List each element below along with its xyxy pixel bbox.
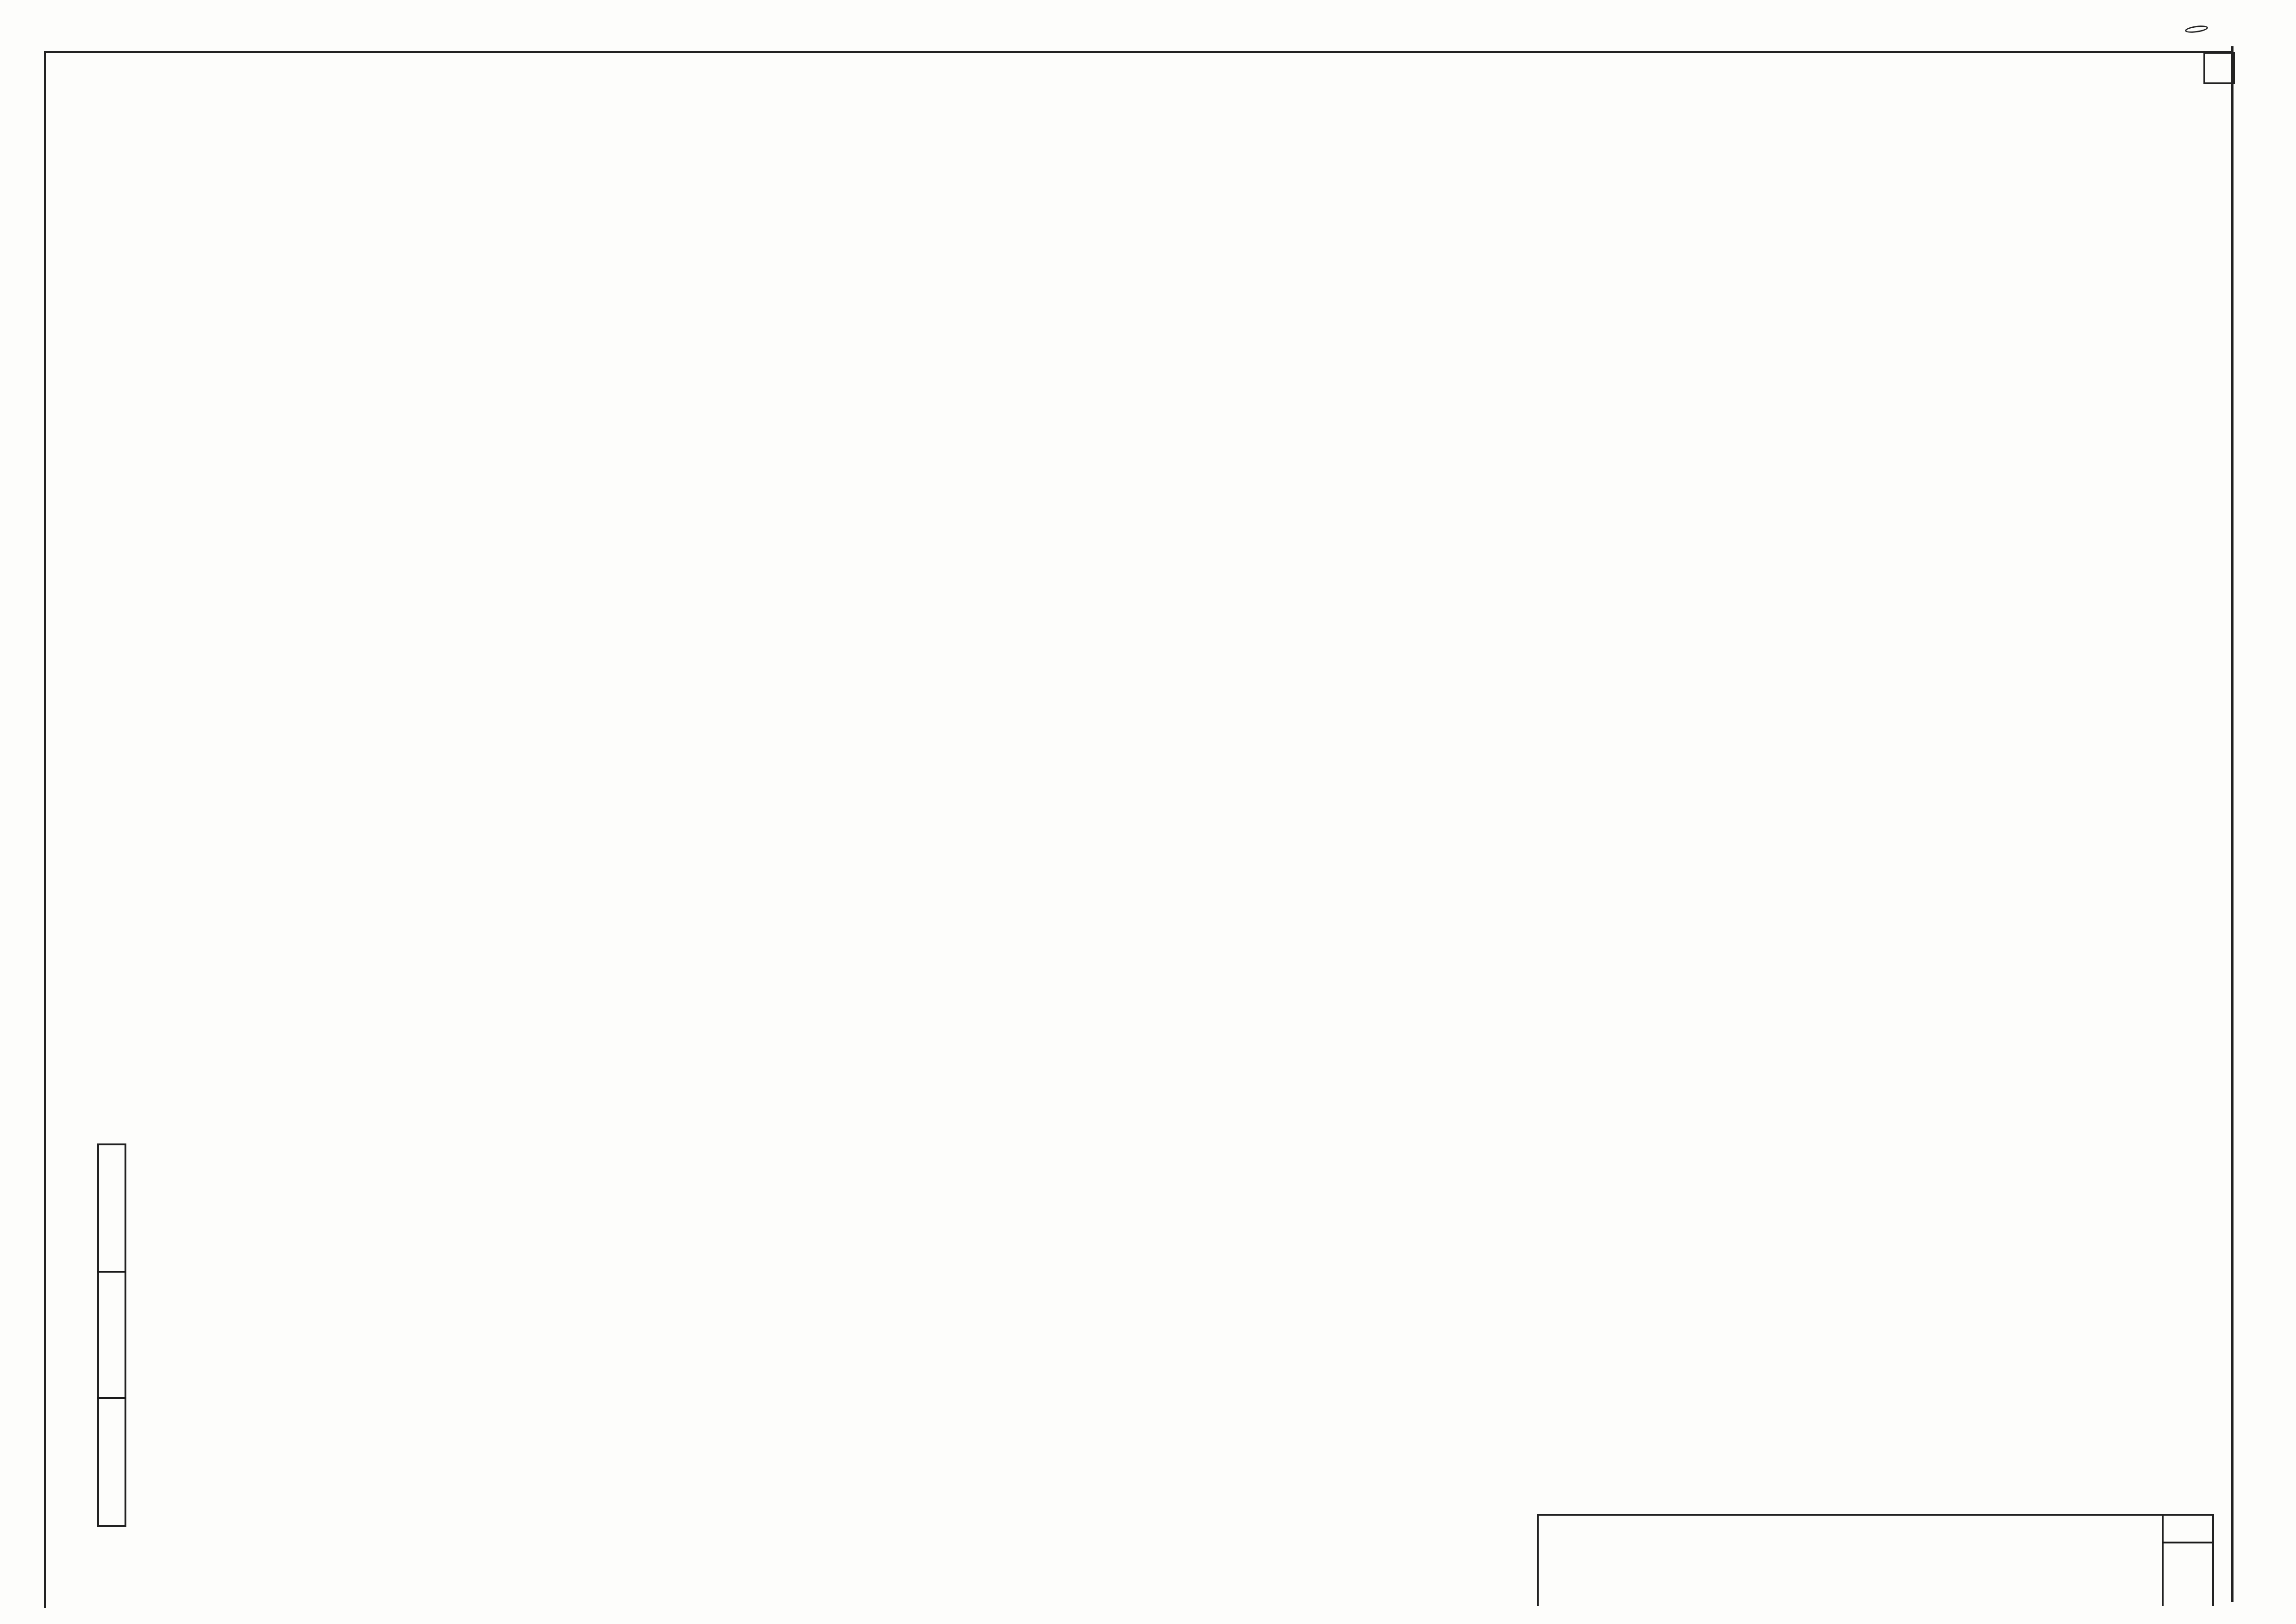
side-field-replacement-inv	[97, 1143, 123, 1271]
sheet-tag	[2203, 52, 2235, 84]
circled-page-number	[2185, 6, 2208, 40]
title-block	[1537, 1514, 2164, 1606]
side-field-original-inv	[97, 1399, 123, 1523]
outer-frame-right	[2231, 46, 2234, 1602]
sheet-number-box	[2162, 1514, 2214, 1606]
outer-frame	[44, 51, 2233, 1608]
sheet-box-divider	[2162, 1542, 2212, 1543]
side-field-signature-date	[97, 1273, 123, 1398]
